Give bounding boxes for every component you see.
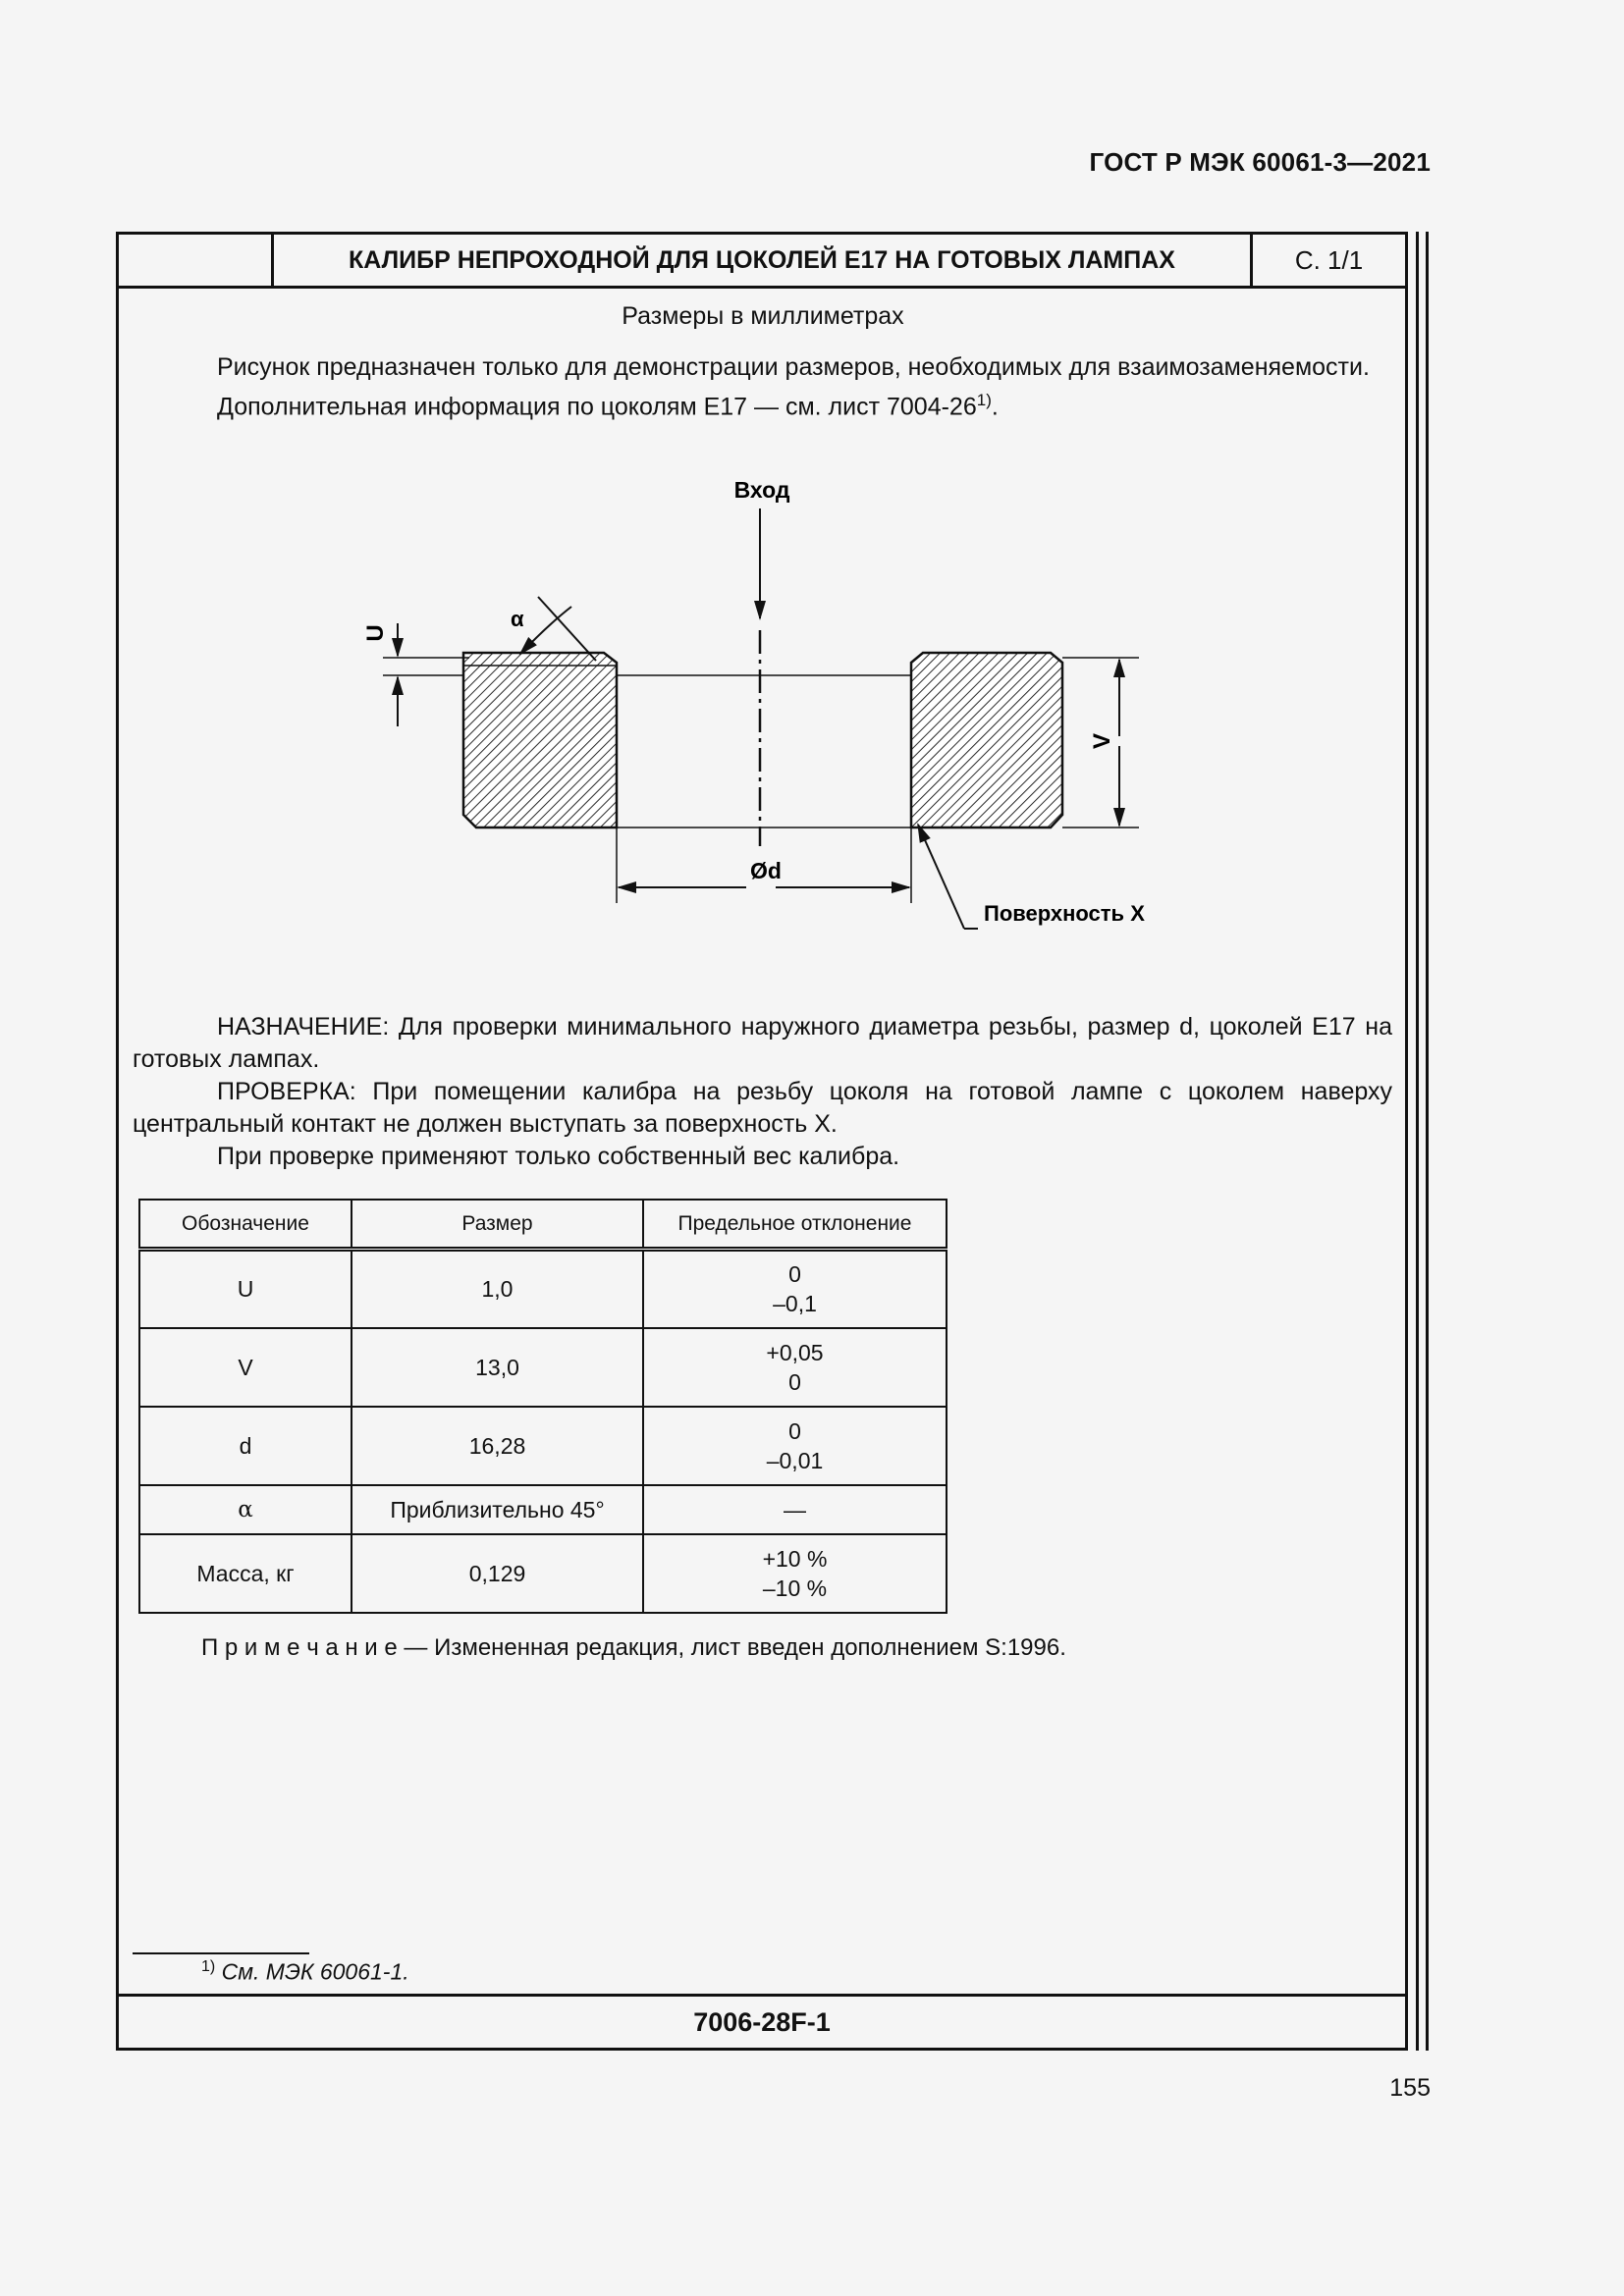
alpha-label: α — [511, 607, 524, 631]
title-blank-cell — [119, 235, 274, 286]
table-row — [139, 1250, 947, 1328]
cell-size: 16,28 — [352, 1407, 643, 1485]
sheet-number: С. 1/1 — [1294, 244, 1364, 275]
cell-tolerance: +10 % –10 % — [643, 1534, 947, 1613]
surface-leader — [918, 825, 964, 929]
cell-size: 1,0 — [352, 1250, 643, 1328]
entry-label: Вход — [733, 477, 790, 503]
table-row — [139, 1407, 947, 1485]
cell-symbol: Масса, кг — [139, 1534, 352, 1613]
surface-label: Поверхность X — [984, 901, 1145, 926]
frame-edge-line — [1426, 232, 1429, 2051]
title-row — [119, 235, 1405, 289]
table-header-row — [139, 1200, 947, 1250]
note — [201, 1631, 1066, 1664]
intro-block — [133, 351, 1392, 423]
table-row — [139, 1534, 947, 1613]
v-label: V — [1089, 732, 1115, 750]
cell-symbol: U — [139, 1250, 352, 1328]
note-label: П р и м е ч а н и е — [201, 1634, 398, 1661]
cell-tolerance: 0 –0,01 — [643, 1407, 947, 1485]
units-note: Размеры в миллиметрах — [622, 302, 904, 330]
cell-size: Приблизительно 45° — [352, 1485, 643, 1534]
cell-size: 13,0 — [352, 1328, 643, 1407]
footnote-divider — [133, 1952, 309, 1954]
page-number: 155 — [1389, 2074, 1431, 2102]
purpose-block — [133, 1011, 1392, 1173]
cell-tolerance: +0,05 0 — [643, 1328, 947, 1407]
right-hatched-block — [911, 653, 1062, 828]
u-label: U — [362, 624, 389, 642]
cell-symbol: d — [139, 1407, 352, 1485]
cell-tolerance: — — [643, 1485, 947, 1534]
cell-symbol: V — [139, 1328, 352, 1407]
footnote: $^{1)}$ См. МЭК 60061-1. — [201, 1958, 409, 1985]
cell-tolerance: 0 –0,1 — [643, 1250, 947, 1328]
purpose-paragraph: НАЗНАЧЕНИЕ: Для проверки минимального наружного диаметра резьбы, размер d, цоколей E17 на готовых лампах. — [133, 1013, 1392, 1073]
standard-code: ГОСТ Р МЭК 60061-3—2021 — [1089, 147, 1431, 177]
frame-edge-line — [1416, 232, 1419, 2051]
check-paragraph: ПРОВЕРКА: При помещении калибра на резьбу цоколя на готовой лампе с цоколем наверху центральный контакт не должен выступать за поверхность X. — [133, 1078, 1392, 1138]
cell-size: 0,129 — [352, 1534, 643, 1613]
intro-paragraph: Рисунок предназначен только для демонстрации размеров, необходимых для взаимозаменяемости. — [217, 353, 1370, 381]
table-row — [139, 1328, 947, 1407]
table-header: Размер — [352, 1200, 643, 1250]
table-row — [139, 1485, 947, 1534]
table-header: Обозначение — [139, 1200, 352, 1250]
d-label: Ød — [750, 858, 782, 883]
check-paragraph-2: При проверке применяют только собственный вес калибра. — [217, 1143, 900, 1170]
sheet-title: КАЛИБР НЕПРОХОДНОЙ ДЛЯ ЦОКОЛЕЙ E17 НА ГОТОВЫХ ЛАМПАХ — [274, 235, 1253, 286]
dimensions-table — [138, 1199, 947, 1614]
sheet-code: 7006-28F-1 — [119, 1994, 1405, 2048]
note-text: — Измененная редакция, лист введен дополнением S:1996. — [397, 1634, 1066, 1661]
cell-symbol: α — [139, 1485, 352, 1534]
left-hatched-block — [463, 653, 617, 828]
gauge-diagram — [353, 461, 1198, 952]
alpha-arc-arrow — [520, 607, 571, 654]
intro-paragraph-2: Дополнительная информация по цоколям E17 — см. лист 7004-26$^{1)}$. — [217, 391, 999, 421]
table-header: Предельное отклонение — [643, 1200, 947, 1250]
